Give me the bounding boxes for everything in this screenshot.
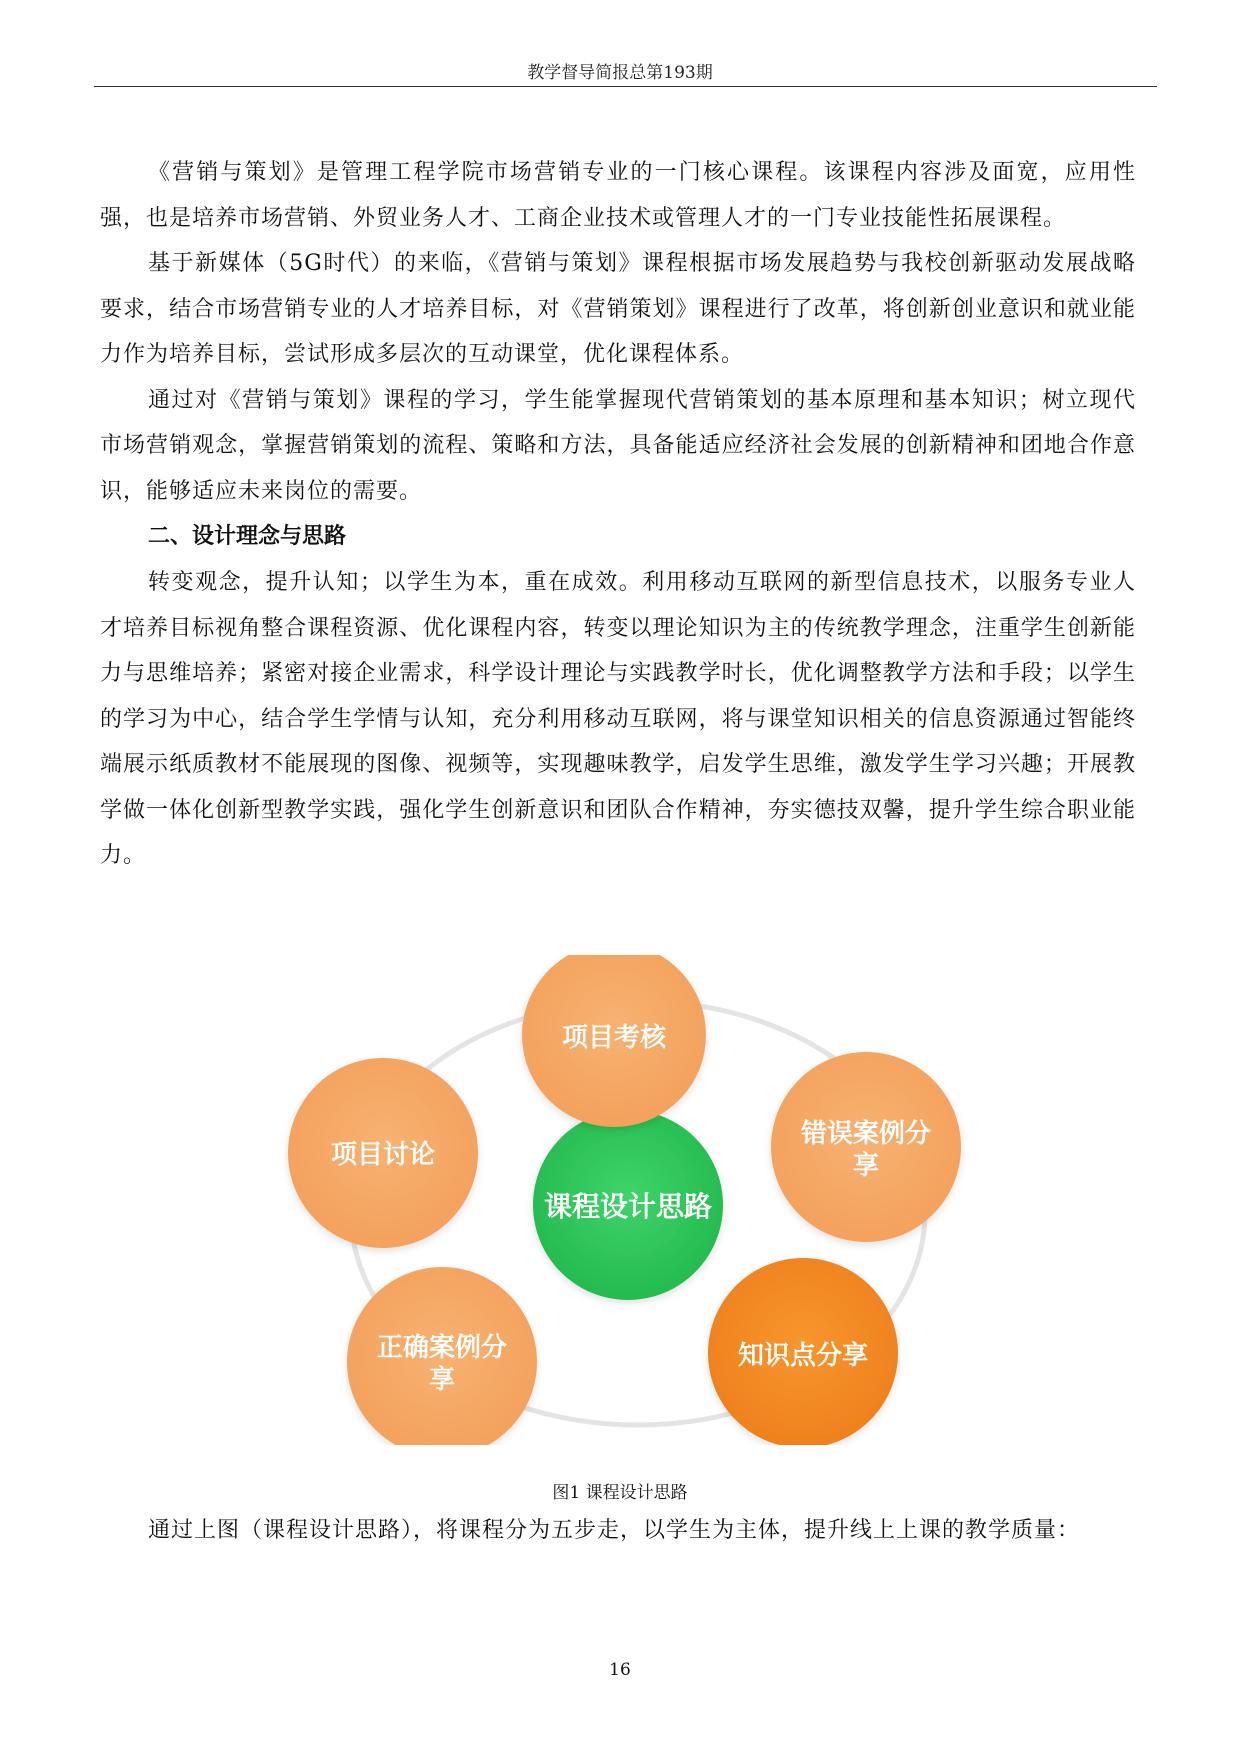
body-text-top [100, 150, 1136, 879]
node-error-case-sharing [771, 1052, 961, 1242]
center-node-label: 课程设计思路 [543, 1190, 713, 1223]
node-label-line2: 享 [428, 1365, 456, 1395]
paragraph-reform: 基于新媒体（5G时代）的来临，《营销与策划》课程根据市场发展趋势与我校创新驱动发展战略要求，结合市场营销专业的人才培养目标，对《营销策划》课程进行了改革，将创新创业意识和就业能力作为培养目标，尝试形成多层次的互动课堂，优化课程体系。 [100, 251, 1136, 367]
node-label-line1: 正确案例分 [376, 1333, 508, 1363]
figure-caption: 图1 课程设计思路 [552, 1483, 688, 1503]
course-design-diagram [0, 955, 1240, 1445]
node-label: 项目考核 [561, 1023, 667, 1053]
header-rule [94, 86, 1157, 87]
body-text-bottom [100, 1508, 1136, 1554]
page-number: 16 [609, 1660, 631, 1680]
paragraph-goals: 通过对《营销与策划》课程的学习，学生能掌握现代营销策划的基本原理和基本知识；树立现代市场营销观念，掌握营销策划的流程、策略和方法，具备能适应经济社会发展的创新精神和团地合作意识，能够适应未来岗位的需要。 [100, 387, 1136, 504]
page-header: 教学督导简报总第193期 [527, 63, 713, 83]
center-node [533, 1110, 723, 1300]
diagram-svg [0, 955, 1240, 1445]
node-project-assessment [522, 955, 706, 1127]
node-label: 知识点分享 [737, 1341, 869, 1371]
node-label-line1: 错误案例分 [800, 1119, 932, 1149]
node-correct-case-sharing [347, 1267, 537, 1445]
paragraph-design: 转变观念，提升认知；以学生为本，重在成效。利用移动互联网的新型信息技术，以服务专业人才培养目标视角整合课程资源、优化课程内容，转变以理论知识为主的传统教学理念，注重学生创新能力与思维培养；紧密对接企业需求，科学设计理论与实践教学时长，优化调整教学方法和手段；以学生的学习为中心，结合学生学情与认知，充分利用移动互联网，将与课堂知识相关的信息资源通过智能终端展示纸质教材不能展现的图像、视频等，实现趣味教学，启发学生思维，激发学生学习兴趣；开展教学做一体化创新型教学实践，强化学生创新意识和团队合作精神，夯实德技双馨，提升学生综合职业能力。 [100, 570, 1136, 868]
node-label-line2: 享 [852, 1151, 880, 1181]
node-knowledge-sharing [708, 1258, 898, 1445]
paragraph-summary: 通过上图（课程设计思路），将课程分为五步走，以学生为主体，提升线上上课的教学质量： [148, 1518, 1081, 1543]
paragraph-intro: 《营销与策划》是管理工程学院市场营销专业的一门核心课程。该课程内容涉及面宽，应用性强，也是培养市场营销、外贸业务人才、工商企业技术或管理人才的一门专业技能性拓展课程。 [100, 160, 1136, 231]
node-project-discussion [288, 1058, 478, 1248]
node-label: 项目讨论 [330, 1140, 436, 1170]
section-heading: 二、设计理念与思路 [148, 524, 347, 549]
